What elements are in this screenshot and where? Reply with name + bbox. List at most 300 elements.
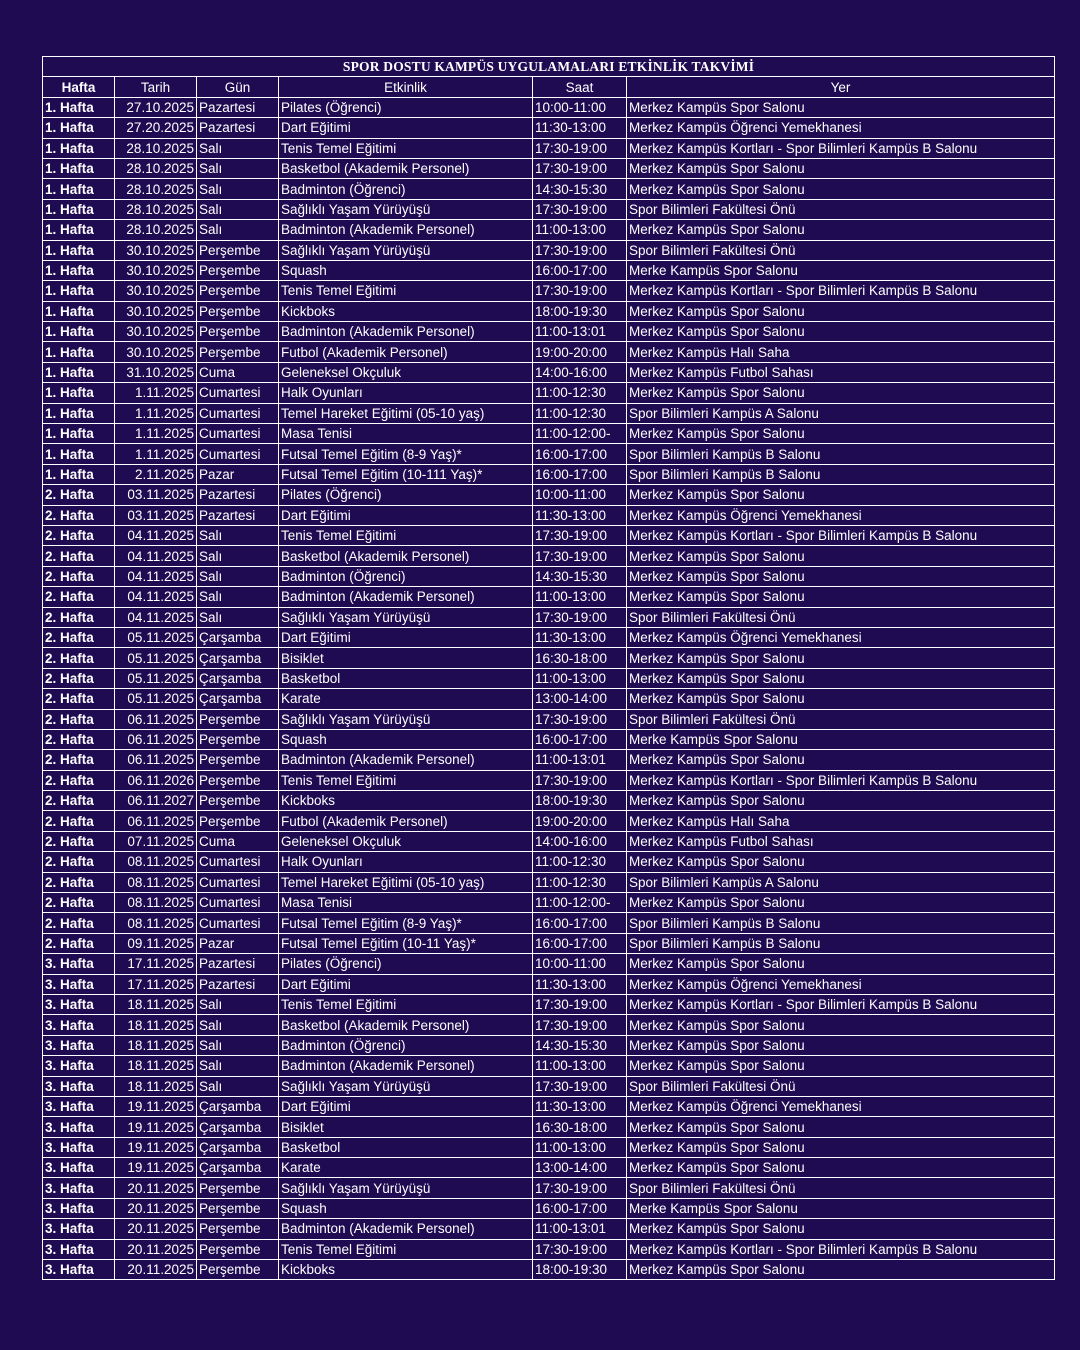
- cell-yer: Merkez Kampüs Kortları - Spor Bilimleri Kampüs B Salonu: [627, 281, 1055, 301]
- cell-etkinlik: Kickboks: [279, 1260, 533, 1280]
- cell-gun: Salı: [197, 546, 279, 566]
- cell-tarih: 18.11.2025: [115, 1035, 197, 1055]
- cell-hafta: 1. Hafta: [43, 301, 115, 321]
- cell-gun: Çarşamba: [197, 1158, 279, 1178]
- cell-saat: 16:30-18:00: [533, 648, 627, 668]
- cell-yer: Merkez Kampüs Spor Salonu: [627, 1015, 1055, 1035]
- cell-yer: Spor Bilimleri Fakültesi Önü: [627, 709, 1055, 729]
- cell-tarih: 06.11.2027: [115, 791, 197, 811]
- table-row: [43, 138, 1055, 158]
- cell-gun: Cumartesi: [197, 383, 279, 403]
- cell-saat: 17:30-19:00: [533, 158, 627, 178]
- cell-saat: 18:00-19:30: [533, 1260, 627, 1280]
- cell-tarih: 27.10.2025: [115, 97, 197, 117]
- cell-hafta: 3. Hafta: [43, 994, 115, 1014]
- cell-hafta: 2. Hafta: [43, 627, 115, 647]
- cell-gun: Pazartesi: [197, 118, 279, 138]
- cell-tarih: 19.11.2025: [115, 1096, 197, 1116]
- column-header-gun: Gün: [197, 77, 279, 97]
- cell-gun: Perşembe: [197, 1219, 279, 1239]
- cell-yer: Merkez Kampüs Kortları - Spor Bilimleri Kampüs B Salonu: [627, 138, 1055, 158]
- cell-yer: Merkez Kampüs Öğrenci Yemekhanesi: [627, 118, 1055, 138]
- cell-etkinlik: Squash: [279, 729, 533, 749]
- cell-etkinlik: Temel Hareket Eğitimi (05-10 yaş): [279, 872, 533, 892]
- cell-etkinlik: Halk Oyunları: [279, 852, 533, 872]
- cell-hafta: 2. Hafta: [43, 566, 115, 586]
- cell-hafta: 1. Hafta: [43, 281, 115, 301]
- cell-etkinlik: Pilates (Öğrenci): [279, 954, 533, 974]
- cell-etkinlik: Squash: [279, 260, 533, 280]
- table-row: [43, 1015, 1055, 1035]
- cell-gun: Çarşamba: [197, 648, 279, 668]
- cell-saat: 16:30-18:00: [533, 1117, 627, 1137]
- cell-yer: Spor Bilimleri Kampüs B Salonu: [627, 913, 1055, 933]
- table-row: [43, 729, 1055, 749]
- cell-yer: Merkez Kampüs Spor Salonu: [627, 668, 1055, 688]
- cell-saat: 16:00-17:00: [533, 1198, 627, 1218]
- cell-gun: Perşembe: [197, 1239, 279, 1259]
- cell-etkinlik: Bisiklet: [279, 1117, 533, 1137]
- cell-hafta: 2. Hafta: [43, 587, 115, 607]
- cell-yer: Spor Bilimleri Kampüs A Salonu: [627, 872, 1055, 892]
- cell-hafta: 1. Hafta: [43, 403, 115, 423]
- table-row: [43, 974, 1055, 994]
- cell-yer: Merkez Kampüs Spor Salonu: [627, 1035, 1055, 1055]
- cell-gun: Perşembe: [197, 281, 279, 301]
- cell-saat: 17:30-19:00: [533, 770, 627, 790]
- cell-tarih: 1.11.2025: [115, 383, 197, 403]
- cell-saat: 11:00-12:00-: [533, 893, 627, 913]
- cell-etkinlik: Halk Oyunları: [279, 383, 533, 403]
- cell-tarih: 17.11.2025: [115, 974, 197, 994]
- cell-hafta: 2. Hafta: [43, 485, 115, 505]
- cell-gun: Salı: [197, 994, 279, 1014]
- cell-saat: 11:00-13:01: [533, 1219, 627, 1239]
- cell-gun: Cumartesi: [197, 852, 279, 872]
- cell-hafta: 2. Hafta: [43, 933, 115, 953]
- cell-yer: Merkez Kampüs Spor Salonu: [627, 689, 1055, 709]
- table-row: [43, 301, 1055, 321]
- cell-gun: Pazartesi: [197, 954, 279, 974]
- table-row: [43, 525, 1055, 545]
- cell-saat: 11:00-13:00: [533, 1137, 627, 1157]
- cell-yer: Merke Kampüs Spor Salonu: [627, 729, 1055, 749]
- cell-saat: 17:30-19:00: [533, 1239, 627, 1259]
- table-header-row: [43, 77, 1055, 97]
- cell-tarih: 27.20.2025: [115, 118, 197, 138]
- cell-tarih: 30.10.2025: [115, 342, 197, 362]
- cell-etkinlik: Futsal Temel Eğitim (8-9 Yaş)*: [279, 444, 533, 464]
- cell-hafta: 3. Hafta: [43, 1178, 115, 1198]
- cell-saat: 16:00-17:00: [533, 933, 627, 953]
- cell-etkinlik: Badminton (Akademik Personel): [279, 220, 533, 240]
- table-row: [43, 1096, 1055, 1116]
- table-row: [43, 1076, 1055, 1096]
- cell-gun: Salı: [197, 158, 279, 178]
- table-row: [43, 118, 1055, 138]
- cell-tarih: 28.10.2025: [115, 138, 197, 158]
- cell-etkinlik: Pilates (Öğrenci): [279, 97, 533, 117]
- table-row: [43, 1178, 1055, 1198]
- cell-etkinlik: Dart Eğitimi: [279, 1096, 533, 1116]
- cell-hafta: 1. Hafta: [43, 118, 115, 138]
- cell-gun: Perşembe: [197, 811, 279, 831]
- cell-tarih: 06.11.2025: [115, 811, 197, 831]
- cell-hafta: 2. Hafta: [43, 872, 115, 892]
- cell-yer: Merkez Kampüs Spor Salonu: [627, 158, 1055, 178]
- cell-gun: Perşembe: [197, 260, 279, 280]
- cell-gun: Salı: [197, 1015, 279, 1035]
- cell-yer: Spor Bilimleri Fakültesi Önü: [627, 240, 1055, 260]
- cell-tarih: 20.11.2025: [115, 1219, 197, 1239]
- cell-saat: 14:00-16:00: [533, 831, 627, 851]
- cell-gun: Perşembe: [197, 709, 279, 729]
- cell-gun: Perşembe: [197, 240, 279, 260]
- cell-etkinlik: Badminton (Akademik Personel): [279, 1056, 533, 1076]
- cell-yer: Merkez Kampüs Spor Salonu: [627, 383, 1055, 403]
- table-row: [43, 199, 1055, 219]
- cell-gun: Pazartesi: [197, 97, 279, 117]
- cell-gun: Salı: [197, 566, 279, 586]
- cell-hafta: 2. Hafta: [43, 729, 115, 749]
- cell-etkinlik: Squash: [279, 1198, 533, 1218]
- cell-gun: Perşembe: [197, 1198, 279, 1218]
- cell-saat: 10:00-11:00: [533, 97, 627, 117]
- cell-saat: 14:30-15:30: [533, 1035, 627, 1055]
- cell-yer: Merkez Kampüs Spor Salonu: [627, 179, 1055, 199]
- cell-saat: 11:00-13:00: [533, 587, 627, 607]
- cell-tarih: 30.10.2025: [115, 240, 197, 260]
- cell-hafta: 2. Hafta: [43, 525, 115, 545]
- cell-gun: Pazartesi: [197, 485, 279, 505]
- cell-tarih: 30.10.2025: [115, 281, 197, 301]
- cell-etkinlik: Badminton (Akademik Personel): [279, 322, 533, 342]
- table-row: [43, 362, 1055, 382]
- table-row: [43, 954, 1055, 974]
- cell-hafta: 2. Hafta: [43, 505, 115, 525]
- cell-hafta: 2. Hafta: [43, 750, 115, 770]
- cell-hafta: 2. Hafta: [43, 689, 115, 709]
- cell-gun: Perşembe: [197, 791, 279, 811]
- table-row: [43, 342, 1055, 362]
- cell-saat: 11:00-12:00-: [533, 424, 627, 444]
- cell-yer: Spor Bilimleri Fakültesi Önü: [627, 607, 1055, 627]
- cell-gun: Salı: [197, 220, 279, 240]
- cell-etkinlik: Bisiklet: [279, 648, 533, 668]
- cell-etkinlik: Karate: [279, 1158, 533, 1178]
- table-row: [43, 811, 1055, 831]
- table-row: [43, 607, 1055, 627]
- cell-tarih: 20.11.2025: [115, 1198, 197, 1218]
- cell-hafta: 3. Hafta: [43, 974, 115, 994]
- cell-hafta: 1. Hafta: [43, 464, 115, 484]
- cell-gun: Çarşamba: [197, 668, 279, 688]
- cell-saat: 19:00-20:00: [533, 342, 627, 362]
- cell-hafta: 2. Hafta: [43, 893, 115, 913]
- cell-etkinlik: Basketbol: [279, 1137, 533, 1157]
- cell-tarih: 09.11.2025: [115, 933, 197, 953]
- cell-yer: Merke Kampüs Spor Salonu: [627, 1198, 1055, 1218]
- cell-tarih: 28.10.2025: [115, 199, 197, 219]
- cell-etkinlik: Masa Tenisi: [279, 893, 533, 913]
- cell-tarih: 1.11.2025: [115, 424, 197, 444]
- table-row: [43, 648, 1055, 668]
- table-row: [43, 791, 1055, 811]
- cell-tarih: 06.11.2025: [115, 750, 197, 770]
- cell-yer: Merkez Kampüs Futbol Sahası: [627, 831, 1055, 851]
- table-row: [43, 220, 1055, 240]
- cell-tarih: 18.11.2025: [115, 1056, 197, 1076]
- cell-etkinlik: Tenis Temel Eğitimi: [279, 525, 533, 545]
- cell-etkinlik: Dart Eğitimi: [279, 505, 533, 525]
- cell-yer: Merkez Kampüs Spor Salonu: [627, 893, 1055, 913]
- cell-hafta: 3. Hafta: [43, 1015, 115, 1035]
- cell-hafta: 2. Hafta: [43, 831, 115, 851]
- cell-hafta: 2. Hafta: [43, 811, 115, 831]
- table-row: [43, 994, 1055, 1014]
- cell-saat: 17:30-19:00: [533, 199, 627, 219]
- cell-hafta: 1. Hafta: [43, 138, 115, 158]
- cell-yer: Merkez Kampüs Spor Salonu: [627, 220, 1055, 240]
- cell-hafta: 3. Hafta: [43, 1056, 115, 1076]
- table-row: [43, 566, 1055, 586]
- cell-yer: Merkez Kampüs Kortları - Spor Bilimleri Kampüs B Salonu: [627, 770, 1055, 790]
- cell-tarih: 20.11.2025: [115, 1239, 197, 1259]
- cell-hafta: 1. Hafta: [43, 199, 115, 219]
- cell-tarih: 1.11.2025: [115, 403, 197, 423]
- cell-etkinlik: Temel Hareket Eğitimi (05-10 yaş): [279, 403, 533, 423]
- cell-hafta: 1. Hafta: [43, 220, 115, 240]
- table-row: [43, 1035, 1055, 1055]
- cell-hafta: 2. Hafta: [43, 791, 115, 811]
- cell-gun: Çarşamba: [197, 1137, 279, 1157]
- table-row: [43, 709, 1055, 729]
- cell-saat: 14:30-15:30: [533, 566, 627, 586]
- schedule-rows: [43, 97, 1055, 1280]
- cell-yer: Merkez Kampüs Spor Salonu: [627, 322, 1055, 342]
- cell-gun: Cumartesi: [197, 893, 279, 913]
- table-row: [43, 689, 1055, 709]
- table-row: [43, 1239, 1055, 1259]
- column-header-etkinlik: Etkinlik: [279, 77, 533, 97]
- cell-gun: Cumartesi: [197, 872, 279, 892]
- cell-tarih: 19.11.2025: [115, 1158, 197, 1178]
- column-header-saat: Saat: [533, 77, 627, 97]
- table-row: [43, 1137, 1055, 1157]
- cell-hafta: 2. Hafta: [43, 546, 115, 566]
- cell-yer: Merkez Kampüs Spor Salonu: [627, 1158, 1055, 1178]
- cell-etkinlik: Futsal Temel Eğitim (10-111 Yaş)*: [279, 464, 533, 484]
- cell-saat: 18:00-19:30: [533, 301, 627, 321]
- cell-gun: Salı: [197, 525, 279, 545]
- cell-yer: Merkez Kampüs Spor Salonu: [627, 791, 1055, 811]
- cell-saat: 16:00-17:00: [533, 464, 627, 484]
- cell-saat: 11:00-12:30: [533, 403, 627, 423]
- cell-yer: Merkez Kampüs Spor Salonu: [627, 648, 1055, 668]
- cell-yer: Spor Bilimleri Fakültesi Önü: [627, 1076, 1055, 1096]
- table-row: [43, 1260, 1055, 1280]
- cell-etkinlik: Basketbol (Akademik Personel): [279, 546, 533, 566]
- cell-hafta: 3. Hafta: [43, 1137, 115, 1157]
- cell-tarih: 18.11.2025: [115, 1015, 197, 1035]
- cell-hafta: 2. Hafta: [43, 607, 115, 627]
- cell-gun: Cuma: [197, 831, 279, 851]
- cell-yer: Spor Bilimleri Kampüs B Salonu: [627, 464, 1055, 484]
- table-row: [43, 383, 1055, 403]
- cell-tarih: 30.10.2025: [115, 322, 197, 342]
- cell-hafta: 3. Hafta: [43, 1096, 115, 1116]
- cell-yer: Merkez Kampüs Spor Salonu: [627, 1137, 1055, 1157]
- cell-hafta: 3. Hafta: [43, 1035, 115, 1055]
- table-row: [43, 770, 1055, 790]
- cell-yer: Merkez Kampüs Spor Salonu: [627, 852, 1055, 872]
- table-row: [43, 179, 1055, 199]
- cell-gun: Çarşamba: [197, 627, 279, 647]
- cell-saat: 17:30-19:00: [533, 240, 627, 260]
- cell-yer: Merkez Kampüs Kortları - Spor Bilimleri Kampüs B Salonu: [627, 994, 1055, 1014]
- column-header-tarih: Tarih: [115, 77, 197, 97]
- cell-saat: 11:30-13:00: [533, 118, 627, 138]
- table-row: [43, 403, 1055, 423]
- cell-saat: 11:00-13:00: [533, 220, 627, 240]
- cell-yer: Spor Bilimleri Kampüs B Salonu: [627, 933, 1055, 953]
- cell-tarih: 19.11.2025: [115, 1117, 197, 1137]
- cell-yer: Merke Kampüs Spor Salonu: [627, 260, 1055, 280]
- cell-saat: 16:00-17:00: [533, 729, 627, 749]
- cell-gun: Çarşamba: [197, 1117, 279, 1137]
- cell-gun: Cumartesi: [197, 424, 279, 444]
- cell-yer: Spor Bilimleri Fakültesi Önü: [627, 199, 1055, 219]
- cell-saat: 16:00-17:00: [533, 913, 627, 933]
- cell-yer: Merkez Kampüs Spor Salonu: [627, 587, 1055, 607]
- cell-saat: 17:30-19:00: [533, 1076, 627, 1096]
- cell-saat: 11:30-13:00: [533, 505, 627, 525]
- cell-hafta: 1. Hafta: [43, 383, 115, 403]
- table-row: [43, 627, 1055, 647]
- table-row: [43, 464, 1055, 484]
- cell-hafta: 1. Hafta: [43, 260, 115, 280]
- cell-saat: 11:00-12:30: [533, 852, 627, 872]
- cell-gun: Salı: [197, 1076, 279, 1096]
- cell-hafta: 3. Hafta: [43, 1198, 115, 1218]
- cell-gun: Perşembe: [197, 1260, 279, 1280]
- cell-saat: 17:30-19:00: [533, 138, 627, 158]
- table-row: [43, 872, 1055, 892]
- cell-tarih: 03.11.2025: [115, 485, 197, 505]
- cell-tarih: 04.11.2025: [115, 525, 197, 545]
- cell-yer: Merkez Kampüs Spor Salonu: [627, 1056, 1055, 1076]
- column-header-hafta: Hafta: [43, 77, 115, 97]
- cell-etkinlik: Futsal Temel Eğitim (8-9 Yaş)*: [279, 913, 533, 933]
- cell-gun: Perşembe: [197, 342, 279, 362]
- cell-etkinlik: Badminton (Öğrenci): [279, 566, 533, 586]
- cell-gun: Perşembe: [197, 322, 279, 342]
- table-row: [43, 852, 1055, 872]
- cell-etkinlik: Badminton (Öğrenci): [279, 1035, 533, 1055]
- cell-saat: 11:00-13:00: [533, 1056, 627, 1076]
- cell-tarih: 30.10.2025: [115, 301, 197, 321]
- cell-saat: 17:30-19:00: [533, 1015, 627, 1035]
- cell-etkinlik: Badminton (Öğrenci): [279, 179, 533, 199]
- table-row: [43, 322, 1055, 342]
- cell-tarih: 05.11.2025: [115, 648, 197, 668]
- cell-hafta: 3. Hafta: [43, 1239, 115, 1259]
- cell-tarih: 28.10.2025: [115, 220, 197, 240]
- cell-saat: 17:30-19:00: [533, 607, 627, 627]
- cell-saat: 14:30-15:30: [533, 179, 627, 199]
- cell-gun: Salı: [197, 179, 279, 199]
- cell-gun: Cumartesi: [197, 403, 279, 423]
- cell-etkinlik: Dart Eğitimi: [279, 627, 533, 647]
- table-row: [43, 1056, 1055, 1076]
- cell-tarih: 03.11.2025: [115, 505, 197, 525]
- cell-etkinlik: Tenis Temel Eğitimi: [279, 770, 533, 790]
- cell-saat: 13:00-14:00: [533, 1158, 627, 1178]
- cell-yer: Merkez Kampüs Öğrenci Yemekhanesi: [627, 974, 1055, 994]
- table-row: [43, 587, 1055, 607]
- cell-etkinlik: Futbol (Akademik Personel): [279, 811, 533, 831]
- cell-tarih: 05.11.2025: [115, 627, 197, 647]
- cell-yer: Merkez Kampüs Kortları - Spor Bilimleri Kampüs B Salonu: [627, 525, 1055, 545]
- cell-yer: Merkez Kampüs Spor Salonu: [627, 546, 1055, 566]
- cell-yer: Merkez Kampüs Spor Salonu: [627, 97, 1055, 117]
- cell-hafta: 3. Hafta: [43, 1219, 115, 1239]
- cell-etkinlik: Tenis Temel Eğitimi: [279, 281, 533, 301]
- cell-gun: Perşembe: [197, 729, 279, 749]
- cell-tarih: 2.11.2025: [115, 464, 197, 484]
- cell-tarih: 04.11.2025: [115, 566, 197, 586]
- cell-tarih: 1.11.2025: [115, 444, 197, 464]
- cell-etkinlik: Basketbol (Akademik Personel): [279, 158, 533, 178]
- cell-yer: Merkez Kampüs Spor Salonu: [627, 1117, 1055, 1137]
- table-row: [43, 260, 1055, 280]
- cell-tarih: 05.11.2025: [115, 668, 197, 688]
- cell-saat: 13:00-14:00: [533, 689, 627, 709]
- cell-hafta: 1. Hafta: [43, 424, 115, 444]
- cell-etkinlik: Badminton (Akademik Personel): [279, 587, 533, 607]
- cell-yer: Merkez Kampüs Öğrenci Yemekhanesi: [627, 505, 1055, 525]
- cell-saat: 10:00-11:00: [533, 954, 627, 974]
- cell-hafta: 3. Hafta: [43, 1076, 115, 1096]
- cell-saat: 17:30-19:00: [533, 709, 627, 729]
- cell-hafta: 3. Hafta: [43, 1117, 115, 1137]
- cell-tarih: 30.10.2025: [115, 260, 197, 280]
- cell-hafta: 3. Hafta: [43, 954, 115, 974]
- cell-gun: Cumartesi: [197, 913, 279, 933]
- column-header-yer: Yer: [627, 77, 1055, 97]
- cell-etkinlik: Kickboks: [279, 791, 533, 811]
- cell-hafta: 1. Hafta: [43, 322, 115, 342]
- cell-tarih: 06.11.2026: [115, 770, 197, 790]
- cell-hafta: 1. Hafta: [43, 444, 115, 464]
- cell-etkinlik: Sağlıklı Yaşam Yürüyüşü: [279, 240, 533, 260]
- cell-gun: Perşembe: [197, 1178, 279, 1198]
- cell-tarih: 08.11.2025: [115, 893, 197, 913]
- cell-etkinlik: Badminton (Akademik Personel): [279, 750, 533, 770]
- cell-etkinlik: Dart Eğitimi: [279, 118, 533, 138]
- cell-gun: Pazar: [197, 933, 279, 953]
- cell-saat: 10:00-11:00: [533, 485, 627, 505]
- cell-hafta: 1. Hafta: [43, 158, 115, 178]
- cell-yer: Spor Bilimleri Fakültesi Önü: [627, 1178, 1055, 1198]
- cell-etkinlik: Basketbol (Akademik Personel): [279, 1015, 533, 1035]
- table-row: [43, 831, 1055, 851]
- table-row: [43, 505, 1055, 525]
- cell-saat: 11:00-13:01: [533, 322, 627, 342]
- cell-yer: Merkez Kampüs Spor Salonu: [627, 485, 1055, 505]
- cell-gun: Çarşamba: [197, 689, 279, 709]
- cell-saat: 17:30-19:00: [533, 525, 627, 545]
